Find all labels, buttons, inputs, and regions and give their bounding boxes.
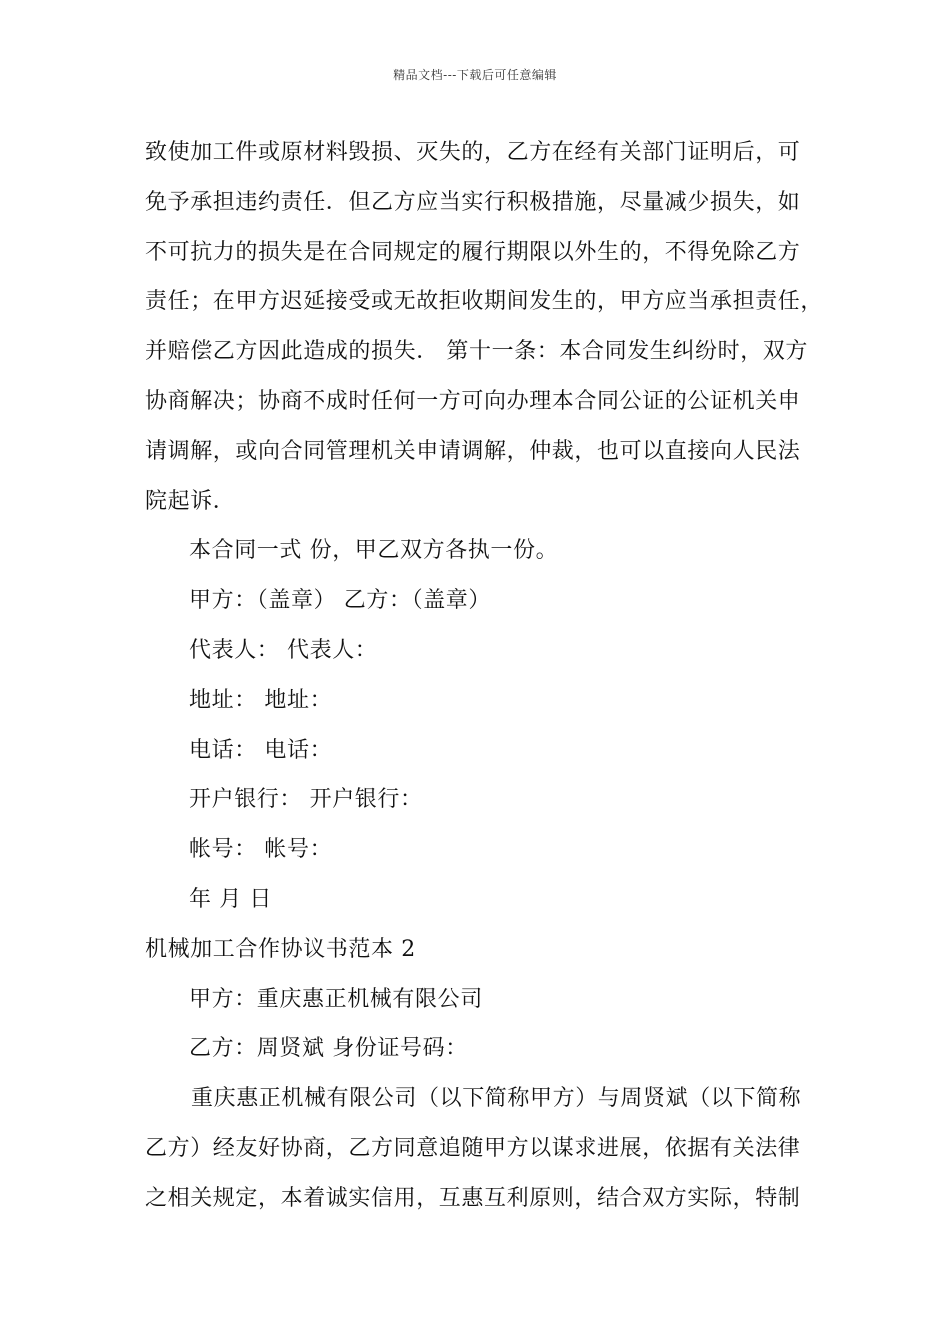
paragraph-line: 致使加工件或原材料毁损、灭失的，乙方在经有关部门证明后，可 (145, 140, 801, 165)
document-body (145, 128, 825, 1224)
copies-clause: 本合同一式 份，甲乙双方各执一份。 (189, 538, 559, 564)
paragraph-line: 协商解决；协商不成时任何一方可向办理本合同公证的公证机关申 (145, 388, 801, 414)
account-line: 帐号： 帐号： (189, 837, 333, 863)
paragraph-line: 重庆惠正机械有限公司（以下简称甲方）与周贤斌（以下简称 (191, 1086, 802, 1112)
paragraph-line: 之相关规定，本着诚实信用，互惠互利原则，结合双方实际，特制 (145, 1185, 801, 1211)
date-line: 年 月 日 (189, 886, 272, 912)
party-b-line: 乙方：周贤斌 身份证号码： (189, 1036, 468, 1062)
phone-line: 电话： 电话： (189, 737, 333, 763)
paragraph-line: 不可抗力的损失是在合同规定的履行期限以外生的，不得免除乙方 (145, 239, 801, 265)
paragraph-line: 院起诉． (145, 488, 236, 514)
address-line: 地址： 地址： (189, 687, 333, 713)
signature-seal-line: 甲方：（盖章） 乙方：（盖章） (189, 588, 491, 614)
party-a-line: 甲方：重庆惠正机械有限公司 (189, 986, 483, 1012)
paragraph-line: 请调解，或向合同管理机关申请调解，仲裁，也可以直接向人民法 (145, 438, 801, 464)
bank-line: 开户银行： 开户银行： (189, 787, 423, 813)
paragraph-line: 乙方）经友好协商，乙方同意追随甲方以谋求进展，依据有关法律 (145, 1135, 801, 1161)
paragraph-line: 责任；在甲方迟延接受或无故拒收期间发生的，甲方应当承担责任， (145, 289, 824, 315)
paragraph-line: 免予承担违约责任．但乙方应当实行积极措施，尽量减少损失，如 (145, 189, 801, 215)
representative-line: 代表人： 代表人： (189, 637, 378, 663)
page-header: 精品文档---下载后可任意编辑 (393, 68, 557, 82)
section-title: 机械加工合作协议书范本 2 (145, 936, 416, 962)
paragraph-line: 并赔偿乙方因此造成的损失． 第十一条：本合同发生纠纷时，双方 (145, 339, 808, 365)
